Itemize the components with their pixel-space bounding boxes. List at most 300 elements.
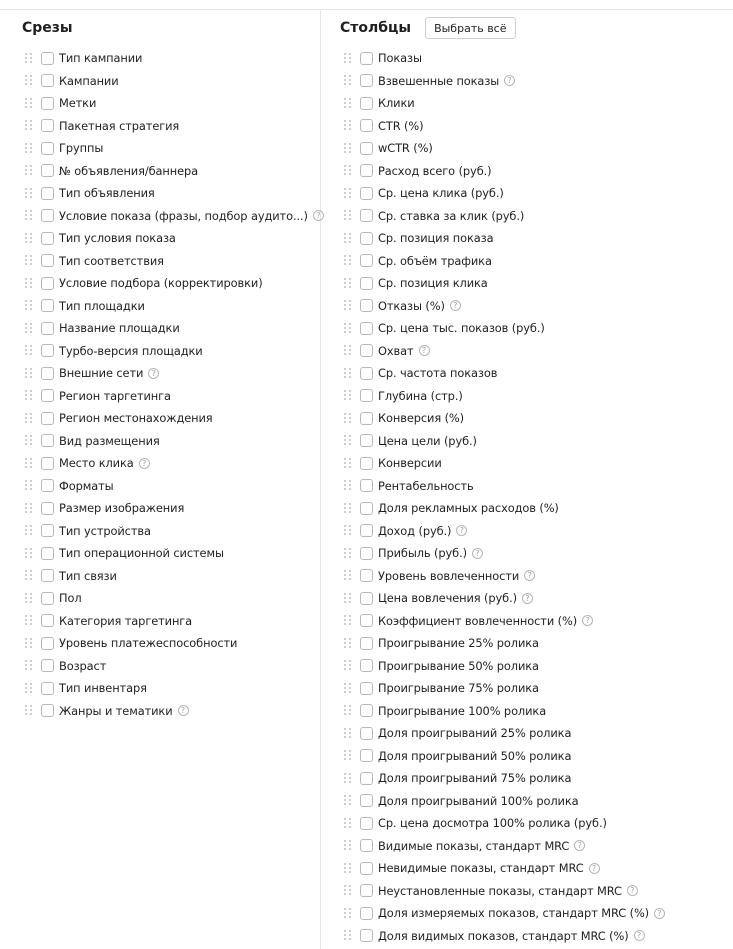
item-label: Тип объявления [59, 186, 155, 201]
item-checkbox[interactable] [360, 434, 373, 447]
column-item[interactable] [321, 227, 733, 250]
column-item[interactable] [321, 295, 733, 318]
column-item[interactable] [321, 767, 733, 790]
column-item[interactable] [321, 587, 733, 610]
item-label: Проигрывание 75% ролика [378, 681, 539, 696]
drag-handle-icon[interactable] [344, 930, 352, 941]
question-circle-icon[interactable]: ? [634, 930, 645, 941]
drag-handle-icon[interactable] [344, 705, 352, 716]
slice-item[interactable] [0, 115, 320, 138]
drag-handle-icon[interactable] [25, 480, 33, 491]
drag-handle-icon[interactable] [25, 413, 33, 424]
drag-handle-icon[interactable] [344, 75, 352, 86]
drag-handle-icon[interactable] [25, 210, 33, 221]
slice-item[interactable] [0, 385, 320, 408]
drag-handle-icon[interactable] [344, 570, 352, 581]
item-checkbox[interactable] [41, 142, 54, 155]
item-label: Уровень вовлеченности [378, 568, 520, 583]
column-item[interactable] [321, 317, 733, 340]
column-item[interactable] [321, 407, 733, 430]
slices-panel [0, 10, 320, 722]
item-checkbox[interactable] [41, 637, 54, 650]
column-item[interactable] [321, 632, 733, 655]
item-label: Доля проигрываний 100% ролика [378, 793, 579, 808]
drag-handle-icon[interactable] [344, 53, 352, 64]
drag-handle-icon[interactable] [25, 120, 33, 131]
item-checkbox[interactable] [360, 749, 373, 762]
item-checkbox[interactable] [360, 322, 373, 335]
item-label: wCTR (%) [378, 141, 433, 156]
drag-handle-icon[interactable] [344, 210, 352, 221]
item-label: Глубина (стр.) [378, 388, 463, 403]
column-item[interactable] [321, 362, 733, 385]
item-checkbox[interactable] [360, 277, 373, 290]
column-item[interactable] [321, 137, 733, 160]
item-checkbox[interactable] [360, 772, 373, 785]
item-label: Тип кампании [59, 51, 143, 66]
drag-handle-icon[interactable] [25, 525, 33, 536]
drag-handle-icon[interactable] [344, 683, 352, 694]
item-checkbox[interactable] [360, 119, 373, 132]
item-checkbox[interactable] [41, 209, 54, 222]
item-checkbox[interactable] [360, 164, 373, 177]
item-label: Ср. позиция клика [378, 276, 488, 291]
drag-handle-icon[interactable] [344, 548, 352, 559]
item-label: Проигрывание 25% ролика [378, 636, 539, 651]
drag-handle-icon[interactable] [344, 300, 352, 311]
item-checkbox[interactable] [41, 164, 54, 177]
question-circle-icon[interactable]: ? [148, 368, 159, 379]
column-item[interactable] [321, 92, 733, 115]
drag-handle-icon[interactable] [344, 345, 352, 356]
drag-handle-icon[interactable] [344, 795, 352, 806]
column-item[interactable] [321, 880, 733, 903]
item-label: Цена цели (руб.) [378, 433, 477, 448]
item-checkbox[interactable] [360, 547, 373, 560]
item-label: Метки [59, 96, 97, 111]
column-item[interactable] [321, 857, 733, 880]
slice-item[interactable] [0, 475, 320, 498]
item-label: Тип инвентаря [59, 681, 147, 696]
item-label: Пол [59, 591, 82, 606]
item-checkbox[interactable] [360, 254, 373, 267]
slices-header [0, 10, 320, 46]
drag-handle-icon[interactable] [344, 120, 352, 131]
item-checkbox[interactable] [360, 479, 373, 492]
drag-handle-icon[interactable] [344, 525, 352, 536]
item-label: Тип соответствия [59, 253, 164, 268]
item-label: Возраст [59, 658, 107, 673]
item-checkbox[interactable] [41, 592, 54, 605]
columns-list [321, 46, 733, 947]
item-label: Видимые показы, стандарт MRC [378, 838, 570, 853]
item-checkbox[interactable] [41, 524, 54, 537]
column-item[interactable] [321, 902, 733, 925]
item-label: Доля рекламных расходов (%) [378, 501, 559, 516]
slice-item[interactable] [0, 250, 320, 273]
item-checkbox[interactable] [360, 817, 373, 830]
item-label: Уровень платежеспособности [59, 636, 238, 651]
item-label: Доля измеряемых показов, стандарт MRC (%) [378, 906, 650, 921]
drag-handle-icon[interactable] [25, 143, 33, 154]
item-checkbox[interactable] [41, 434, 54, 447]
slice-item[interactable] [0, 295, 320, 318]
item-checkbox[interactable] [41, 457, 54, 470]
column-item[interactable] [321, 925, 733, 948]
item-label: Тип операционной системы [59, 546, 224, 561]
item-checkbox[interactable] [360, 142, 373, 155]
slices-list [0, 46, 320, 722]
drag-handle-icon[interactable] [344, 773, 352, 784]
drag-handle-icon[interactable] [25, 548, 33, 559]
item-label: Размер изображения [59, 501, 185, 516]
columns-title: Столбцы [340, 20, 412, 36]
drag-handle-icon[interactable] [344, 660, 352, 671]
drag-handle-icon[interactable] [344, 593, 352, 604]
drag-handle-icon[interactable] [344, 323, 352, 334]
drag-handle-icon[interactable] [344, 413, 352, 424]
item-checkbox[interactable] [41, 502, 54, 515]
slice-item[interactable] [0, 677, 320, 700]
item-label: Место клика [59, 456, 134, 471]
column-item[interactable] [321, 790, 733, 813]
slice-item[interactable] [0, 182, 320, 205]
slice-item[interactable] [0, 272, 320, 295]
drag-handle-icon[interactable] [25, 638, 33, 649]
columns-header [321, 10, 733, 46]
drag-handle-icon[interactable] [344, 818, 352, 829]
drag-handle-icon[interactable] [25, 323, 33, 334]
item-checkbox[interactable] [360, 187, 373, 200]
columns-panel [321, 10, 733, 947]
item-checkbox[interactable] [360, 727, 373, 740]
item-label: Проигрывание 100% ролика [378, 703, 547, 718]
slices-title: Срезы [22, 20, 73, 36]
question-circle-icon[interactable]: ? [456, 525, 467, 536]
item-checkbox[interactable] [360, 659, 373, 672]
column-item[interactable] [321, 655, 733, 678]
item-checkbox[interactable] [41, 659, 54, 672]
item-label: Тип устройства [59, 523, 151, 538]
slice-item[interactable] [0, 362, 320, 385]
question-circle-icon[interactable]: ? [450, 300, 461, 311]
item-label: Ср. ставка за клик (руб.) [378, 208, 525, 223]
item-checkbox[interactable] [41, 479, 54, 492]
item-checkbox[interactable] [41, 322, 54, 335]
column-item[interactable] [321, 497, 733, 520]
item-checkbox[interactable] [360, 412, 373, 425]
column-item[interactable] [321, 272, 733, 295]
question-circle-icon[interactable]: ? [504, 75, 515, 86]
item-label: Название площадки [59, 321, 180, 336]
question-circle-icon[interactable]: ? [627, 885, 638, 896]
item-label: Регион таргетинга [59, 388, 171, 403]
item-checkbox[interactable] [360, 929, 373, 942]
item-checkbox[interactable] [360, 704, 373, 717]
item-checkbox[interactable] [360, 209, 373, 222]
select-all-button[interactable]: Выбрать всё [425, 17, 515, 39]
question-circle-icon[interactable]: ? [522, 593, 533, 604]
item-checkbox[interactable] [41, 569, 54, 582]
column-item[interactable] [321, 835, 733, 858]
item-checkbox[interactable] [360, 344, 373, 357]
drag-handle-icon[interactable] [25, 278, 33, 289]
item-checkbox[interactable] [41, 547, 54, 560]
item-label: Турбо-версия площадки [59, 343, 203, 358]
item-label: Конверсии [378, 456, 442, 471]
item-checkbox[interactable] [360, 569, 373, 582]
drag-handle-icon[interactable] [344, 98, 352, 109]
item-checkbox[interactable] [41, 97, 54, 110]
item-label: Категория таргетинга [59, 613, 193, 628]
slice-item[interactable] [0, 227, 320, 250]
item-label: Ср. позиция показа [378, 231, 494, 246]
item-label: Форматы [59, 478, 114, 493]
item-label: Доля видимых показов, стандарт MRC (%) [378, 928, 629, 943]
drag-handle-icon[interactable] [344, 840, 352, 851]
column-item[interactable] [321, 452, 733, 475]
item-checkbox[interactable] [360, 389, 373, 402]
item-checkbox[interactable] [41, 52, 54, 65]
item-checkbox[interactable] [41, 277, 54, 290]
drag-handle-icon[interactable] [25, 98, 33, 109]
item-checkbox[interactable] [41, 254, 54, 267]
item-checkbox[interactable] [360, 52, 373, 65]
item-checkbox[interactable] [360, 232, 373, 245]
item-checkbox[interactable] [41, 299, 54, 312]
drag-handle-icon[interactable] [25, 75, 33, 86]
item-checkbox[interactable] [360, 907, 373, 920]
column-item[interactable] [321, 812, 733, 835]
item-checkbox[interactable] [41, 367, 54, 380]
column-item[interactable] [321, 205, 733, 228]
item-checkbox[interactable] [360, 97, 373, 110]
slice-item[interactable] [0, 47, 320, 70]
item-label: Доля проигрываний 25% ролика [378, 726, 572, 741]
drag-handle-icon[interactable] [344, 615, 352, 626]
question-circle-icon[interactable]: ? [178, 705, 189, 716]
item-label: Невидимые показы, стандарт MRC [378, 861, 584, 876]
drag-handle-icon[interactable] [25, 165, 33, 176]
item-checkbox[interactable] [360, 457, 373, 470]
question-circle-icon[interactable]: ? [139, 458, 150, 469]
slice-item[interactable] [0, 632, 320, 655]
item-checkbox[interactable] [360, 614, 373, 627]
drag-handle-icon[interactable] [344, 390, 352, 401]
item-checkbox[interactable] [360, 637, 373, 650]
item-checkbox[interactable] [41, 187, 54, 200]
item-checkbox[interactable] [360, 502, 373, 515]
slice-item[interactable] [0, 700, 320, 723]
slice-item[interactable] [0, 520, 320, 543]
item-label: Группы [59, 141, 104, 156]
drag-handle-icon[interactable] [25, 255, 33, 266]
item-label: Регион местонахождения [59, 411, 213, 426]
slice-item[interactable] [0, 340, 320, 363]
drag-handle-icon[interactable] [344, 728, 352, 739]
drag-handle-icon[interactable] [344, 863, 352, 874]
item-label: Вид размещения [59, 433, 160, 448]
column-item[interactable] [321, 250, 733, 273]
item-label: Клики [378, 96, 415, 111]
item-label: Тип условия показа [59, 231, 176, 246]
column-item[interactable] [321, 745, 733, 768]
column-item[interactable] [321, 340, 733, 363]
question-circle-icon[interactable]: ? [589, 863, 600, 874]
item-checkbox[interactable] [360, 592, 373, 605]
drag-handle-icon[interactable] [25, 390, 33, 401]
drag-handle-icon[interactable] [25, 368, 33, 379]
drag-handle-icon[interactable] [25, 233, 33, 244]
drag-handle-icon[interactable] [25, 615, 33, 626]
column-item[interactable] [321, 70, 733, 93]
drag-handle-icon[interactable] [25, 593, 33, 604]
drag-handle-icon[interactable] [344, 165, 352, 176]
slice-item[interactable] [0, 655, 320, 678]
item-label: Доход (руб.) [378, 523, 452, 538]
drag-handle-icon[interactable] [344, 458, 352, 469]
item-checkbox[interactable] [360, 884, 373, 897]
column-item[interactable] [321, 430, 733, 453]
column-item[interactable] [321, 47, 733, 70]
drag-handle-icon[interactable] [25, 300, 33, 311]
drag-handle-icon[interactable] [344, 143, 352, 154]
drag-handle-icon[interactable] [344, 480, 352, 491]
drag-handle-icon[interactable] [344, 638, 352, 649]
column-item[interactable] [321, 700, 733, 723]
column-item[interactable] [321, 520, 733, 543]
item-checkbox[interactable] [360, 299, 373, 312]
column-item[interactable] [321, 565, 733, 588]
drag-handle-icon[interactable] [344, 435, 352, 446]
item-checkbox[interactable] [360, 682, 373, 695]
question-circle-icon[interactable]: ? [472, 548, 483, 559]
drag-handle-icon[interactable] [25, 660, 33, 671]
item-checkbox[interactable] [41, 119, 54, 132]
drag-handle-icon[interactable] [344, 188, 352, 199]
slice-item[interactable] [0, 610, 320, 633]
drag-handle-icon[interactable] [344, 278, 352, 289]
item-label: Ср. цена досмотра 100% ролика (руб.) [378, 816, 607, 831]
item-label: Доля проигрываний 75% ролика [378, 771, 572, 786]
drag-handle-icon[interactable] [25, 458, 33, 469]
question-circle-icon[interactable]: ? [419, 345, 430, 356]
question-circle-icon[interactable]: ? [582, 615, 593, 626]
column-item[interactable] [321, 677, 733, 700]
drag-handle-icon[interactable] [344, 908, 352, 919]
drag-handle-icon[interactable] [344, 233, 352, 244]
slice-item[interactable] [0, 137, 320, 160]
drag-handle-icon[interactable] [344, 255, 352, 266]
item-checkbox[interactable] [41, 704, 54, 717]
item-label: Расход всего (руб.) [378, 163, 492, 178]
item-checkbox[interactable] [360, 794, 373, 807]
drag-handle-icon[interactable] [25, 705, 33, 716]
item-label: Ср. объём трафика [378, 253, 492, 268]
item-checkbox[interactable] [360, 74, 373, 87]
item-label: Пакетная стратегия [59, 118, 180, 133]
item-label: Тип связи [59, 568, 117, 583]
item-checkbox[interactable] [41, 389, 54, 402]
slice-item[interactable] [0, 430, 320, 453]
drag-handle-icon[interactable] [25, 435, 33, 446]
column-item[interactable] [321, 115, 733, 138]
slice-item[interactable] [0, 407, 320, 430]
item-checkbox[interactable] [41, 232, 54, 245]
slice-item[interactable] [0, 205, 320, 228]
slice-item[interactable] [0, 317, 320, 340]
item-label: Кампании [59, 73, 119, 88]
slice-item[interactable] [0, 160, 320, 183]
item-label: Показы [378, 51, 422, 66]
item-label: Конверсия (%) [378, 411, 465, 426]
item-checkbox[interactable] [360, 367, 373, 380]
item-label: Проигрывание 50% ролика [378, 658, 539, 673]
slice-item[interactable] [0, 542, 320, 565]
drag-handle-icon[interactable] [344, 750, 352, 761]
item-checkbox[interactable] [360, 524, 373, 537]
item-checkbox[interactable] [41, 344, 54, 357]
drag-handle-icon[interactable] [25, 188, 33, 199]
item-label: CTR (%) [378, 118, 424, 133]
item-label: Условие показа (фразы, подбор аудито...) [59, 208, 308, 223]
drag-handle-icon[interactable] [25, 345, 33, 356]
drag-handle-icon[interactable] [25, 570, 33, 581]
drag-handle-icon[interactable] [344, 368, 352, 379]
item-label: Взвешенные показы [378, 73, 500, 88]
item-checkbox[interactable] [360, 862, 373, 875]
item-label: № объявления/баннера [59, 163, 199, 178]
item-label: Условие подбора (корректировки) [59, 276, 263, 291]
column-item[interactable] [321, 475, 733, 498]
item-label: Ср. цена клика (руб.) [378, 186, 504, 201]
column-item[interactable] [321, 610, 733, 633]
drag-handle-icon[interactable] [25, 53, 33, 64]
item-checkbox[interactable] [41, 412, 54, 425]
drag-handle-icon[interactable] [344, 885, 352, 896]
item-label: Цена вовлечения (руб.) [378, 591, 517, 606]
item-label: Тип площадки [59, 298, 145, 313]
item-label: Прибыль (руб.) [378, 546, 467, 561]
column-item[interactable] [321, 722, 733, 745]
drag-handle-icon[interactable] [344, 503, 352, 514]
item-label: Отказы (%) [378, 298, 445, 313]
column-item[interactable] [321, 385, 733, 408]
question-circle-icon[interactable]: ? [313, 210, 324, 221]
slice-item[interactable] [0, 452, 320, 475]
item-label: Охват [378, 343, 414, 358]
slice-item[interactable] [0, 70, 320, 93]
item-checkbox[interactable] [360, 839, 373, 852]
column-item[interactable] [321, 160, 733, 183]
drag-handle-icon[interactable] [25, 683, 33, 694]
question-circle-icon[interactable]: ? [654, 908, 665, 919]
slice-item[interactable] [0, 497, 320, 520]
item-checkbox[interactable] [41, 614, 54, 627]
slice-item[interactable] [0, 92, 320, 115]
drag-handle-icon[interactable] [25, 503, 33, 514]
item-label: Ср. частота показов [378, 366, 498, 381]
slice-item[interactable] [0, 587, 320, 610]
question-circle-icon[interactable]: ? [574, 840, 585, 851]
slice-item[interactable] [0, 565, 320, 588]
column-item[interactable] [321, 542, 733, 565]
item-checkbox[interactable] [41, 74, 54, 87]
column-item[interactable] [321, 182, 733, 205]
item-checkbox[interactable] [41, 682, 54, 695]
question-circle-icon[interactable]: ? [524, 570, 535, 581]
item-label: Рентабельность [378, 478, 474, 493]
